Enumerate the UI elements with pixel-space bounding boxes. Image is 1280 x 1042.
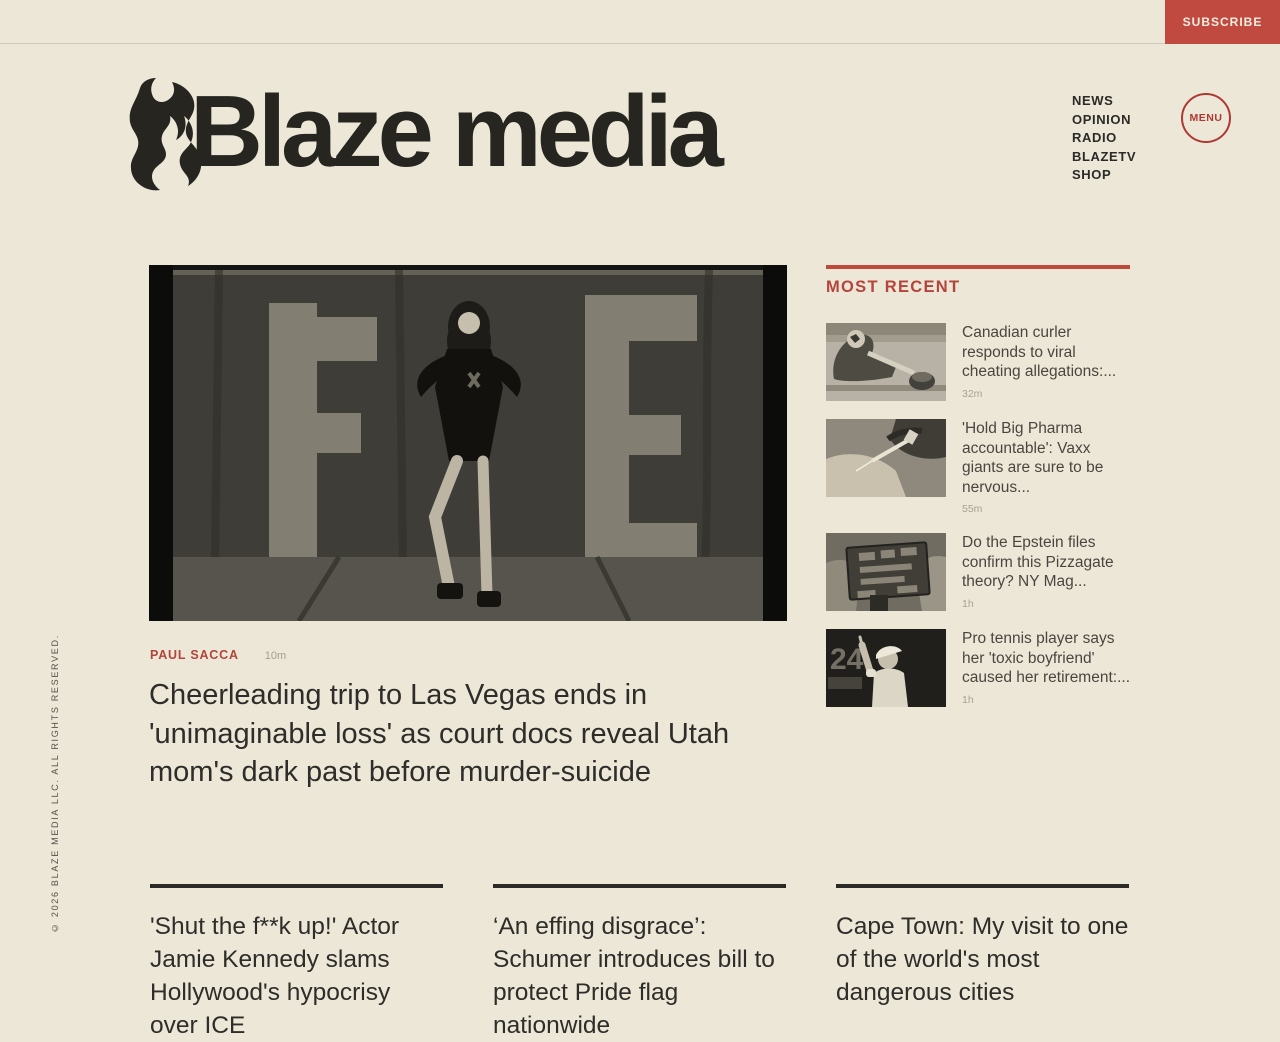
list-item-text <box>962 629 1130 707</box>
hero-byline <box>150 648 286 662</box>
vaccine-injection-photo <box>826 419 946 497</box>
article-headline[interactable]: ‘An effing disgrace’: Schumer introduces bill to protect Pride flag nationwide <box>493 913 775 1039</box>
cheerleader-photo <box>149 265 787 621</box>
hero-article-image[interactable] <box>149 265 787 621</box>
article-timestamp: 55m <box>962 503 983 515</box>
list-item-text <box>962 419 1130 515</box>
list-item-text <box>962 533 1130 611</box>
nav-item-news[interactable]: NEWS <box>1072 93 1114 108</box>
vaccine-photo-thumbnail[interactable] <box>826 419 946 497</box>
list-item[interactable] <box>826 629 1130 707</box>
bottom-article-1[interactable] <box>150 884 443 1042</box>
article-timestamp: 32m <box>962 387 983 400</box>
top-bar <box>0 0 1280 44</box>
article-top-rule <box>493 884 786 888</box>
most-recent-title: MOST RECENT <box>826 278 961 296</box>
subscribe-button[interactable]: SUBSCRIBE <box>1165 0 1280 44</box>
article-top-rule <box>836 884 1129 888</box>
blaze-media-logo[interactable] <box>126 76 719 194</box>
most-recent-top-rule <box>826 265 1130 269</box>
article-timestamp: 1h <box>962 597 974 610</box>
nav-item-radio[interactable]: RADIO <box>1072 130 1117 145</box>
hero-author-link[interactable]: PAUL SACCA <box>150 648 239 662</box>
scoreboard-number: 24 <box>830 643 864 676</box>
article-top-rule <box>150 884 443 888</box>
nav-item-blazetv[interactable]: BLAZETV <box>1072 148 1137 164</box>
nav-item-opinion[interactable]: OPINION <box>1072 111 1132 127</box>
bottom-article-2[interactable] <box>493 884 786 1042</box>
list-item-text <box>962 323 1130 401</box>
curling-photo <box>826 323 946 401</box>
hero-headline[interactable]: Cheerleading trip to Las Vegas ends in 'unimaginable loss' as court docs reveal Utah mom's dark past before murder-suicide <box>149 679 730 788</box>
article-headline[interactable]: Do the Epstein files confirm this Pizzagate theory? NY Mag... <box>962 534 1114 590</box>
nav-item-shop[interactable]: SHOP <box>1072 167 1112 182</box>
article-headline[interactable]: 'Hold Big Pharma accountable': Vaxx giants are sure to be nervous... <box>962 420 1104 496</box>
most-recent-list <box>826 323 1130 707</box>
protest-sign-photo <box>826 533 946 611</box>
tennis-player-photo-thumbnail[interactable] <box>826 629 946 707</box>
bottom-article-3[interactable] <box>836 884 1129 1009</box>
tennis-player-photo <box>826 629 946 707</box>
primary-nav <box>1072 92 1136 185</box>
list-item[interactable] <box>826 533 1130 611</box>
most-recent-section <box>826 265 1130 707</box>
article-headline[interactable]: 'Shut the f**k up!' Actor Jamie Kennedy slams Hollywood's hypocrisy over ICE <box>150 913 400 1039</box>
article-headline[interactable]: Pro tennis player says her 'toxic boyfriend' caused her retirement:... <box>962 630 1130 686</box>
menu-button[interactable]: MENU <box>1181 93 1231 143</box>
protest-sign-photo-thumbnail[interactable] <box>826 533 946 611</box>
article-headline[interactable]: Canadian curler responds to viral cheating allegations:... <box>962 324 1117 380</box>
list-item[interactable] <box>826 419 1130 515</box>
article-headline[interactable]: Cape Town: My visit to one of the world's most dangerous cities <box>836 913 1129 1006</box>
hero-timestamp: 10m <box>264 650 287 662</box>
article-timestamp: 1h <box>962 693 974 706</box>
list-item[interactable] <box>826 323 1130 401</box>
copyright-notice: © 2026 BLAZE MEDIA LLC. ALL RIGHTS RESERVED. <box>50 634 60 933</box>
logo-wordmark: Blaze media <box>190 76 719 188</box>
curling-photo-thumbnail[interactable] <box>826 323 946 401</box>
